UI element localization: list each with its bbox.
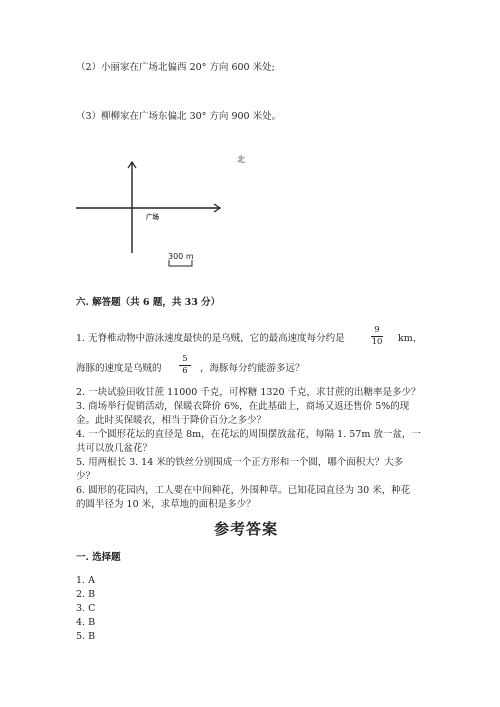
q4-text-2: 共可以放几盆花？: [76, 443, 153, 454]
section-heading: 六. 解答题（共 6 题，共 33 分）: [76, 297, 221, 308]
fraction-9-10: [370, 325, 384, 348]
q3-text-1: 3. 商场举行促销活动，保暖衣降价 6%，在此基础上，商场又返还售价 5%的现: [76, 401, 410, 412]
fraction-numerator: 5: [182, 354, 188, 364]
fraction-5-6: [178, 354, 192, 377]
fraction-denominator: 6: [182, 366, 188, 376]
fraction-denominator: 10: [371, 337, 383, 347]
item-3: （3）柳柳家在广场东偏北 30° 方向 900 米处。: [76, 111, 282, 122]
answer-item: 5. B: [76, 631, 96, 642]
answer-item: 3. C: [76, 603, 96, 614]
q1-text-2a: 海豚的速度是乌贼的: [76, 363, 162, 374]
q5-text-2: 少？: [76, 471, 96, 482]
answers-section-heading: 一. 选择题: [76, 552, 121, 563]
scale-label: 300 m: [168, 252, 194, 261]
q6-text-2: 的圆半径为 10 米，求草地的面积是多少？: [76, 499, 256, 510]
answer-item: 1. A: [76, 575, 95, 586]
north-label: 北: [237, 155, 245, 164]
answer-item: 2. B: [76, 589, 96, 600]
q2-text: 2. 一块试验田收甘蔗 11000 千克，可榨糖 1320 千克，求甘蔗的出糖率是多少？: [76, 387, 421, 398]
q4-text-1: 4. 一个圆形花坛的直径是 8m，在花坛的周围摆放盆花，每隔 1. 57m 放一盆，一: [76, 429, 421, 440]
q1-text-2b: ，海豚每分约能游多远？: [200, 363, 305, 374]
q1-unit: km，: [398, 333, 423, 344]
answer-item: 4. B: [76, 617, 96, 628]
q3-text-2: 金。此时买保暖衣，相当于降价百分之多少？: [76, 415, 267, 426]
q5-text-1: 5. 用两根长 3. 14 米的铁丝分别围成一个正方形和一个圆，哪个面积大？大多: [76, 457, 404, 468]
q6-text-1: 6. 圆形的花园内，工人要在中间种花，外围种草。已知花园直径为 30 米，种花: [76, 485, 411, 496]
fraction-numerator: 9: [374, 325, 380, 335]
q1-text-1: 1. 无脊椎动物中游泳速度最快的是乌贼，它的最高速度每分约是: [76, 333, 345, 344]
direction-diagram: [76, 150, 236, 270]
item-2: （2）小丽家在广场北偏西 20° 方向 600 米处;: [76, 62, 275, 73]
answers-title: 参考答案: [214, 520, 279, 538]
center-label: 广场: [146, 213, 159, 221]
